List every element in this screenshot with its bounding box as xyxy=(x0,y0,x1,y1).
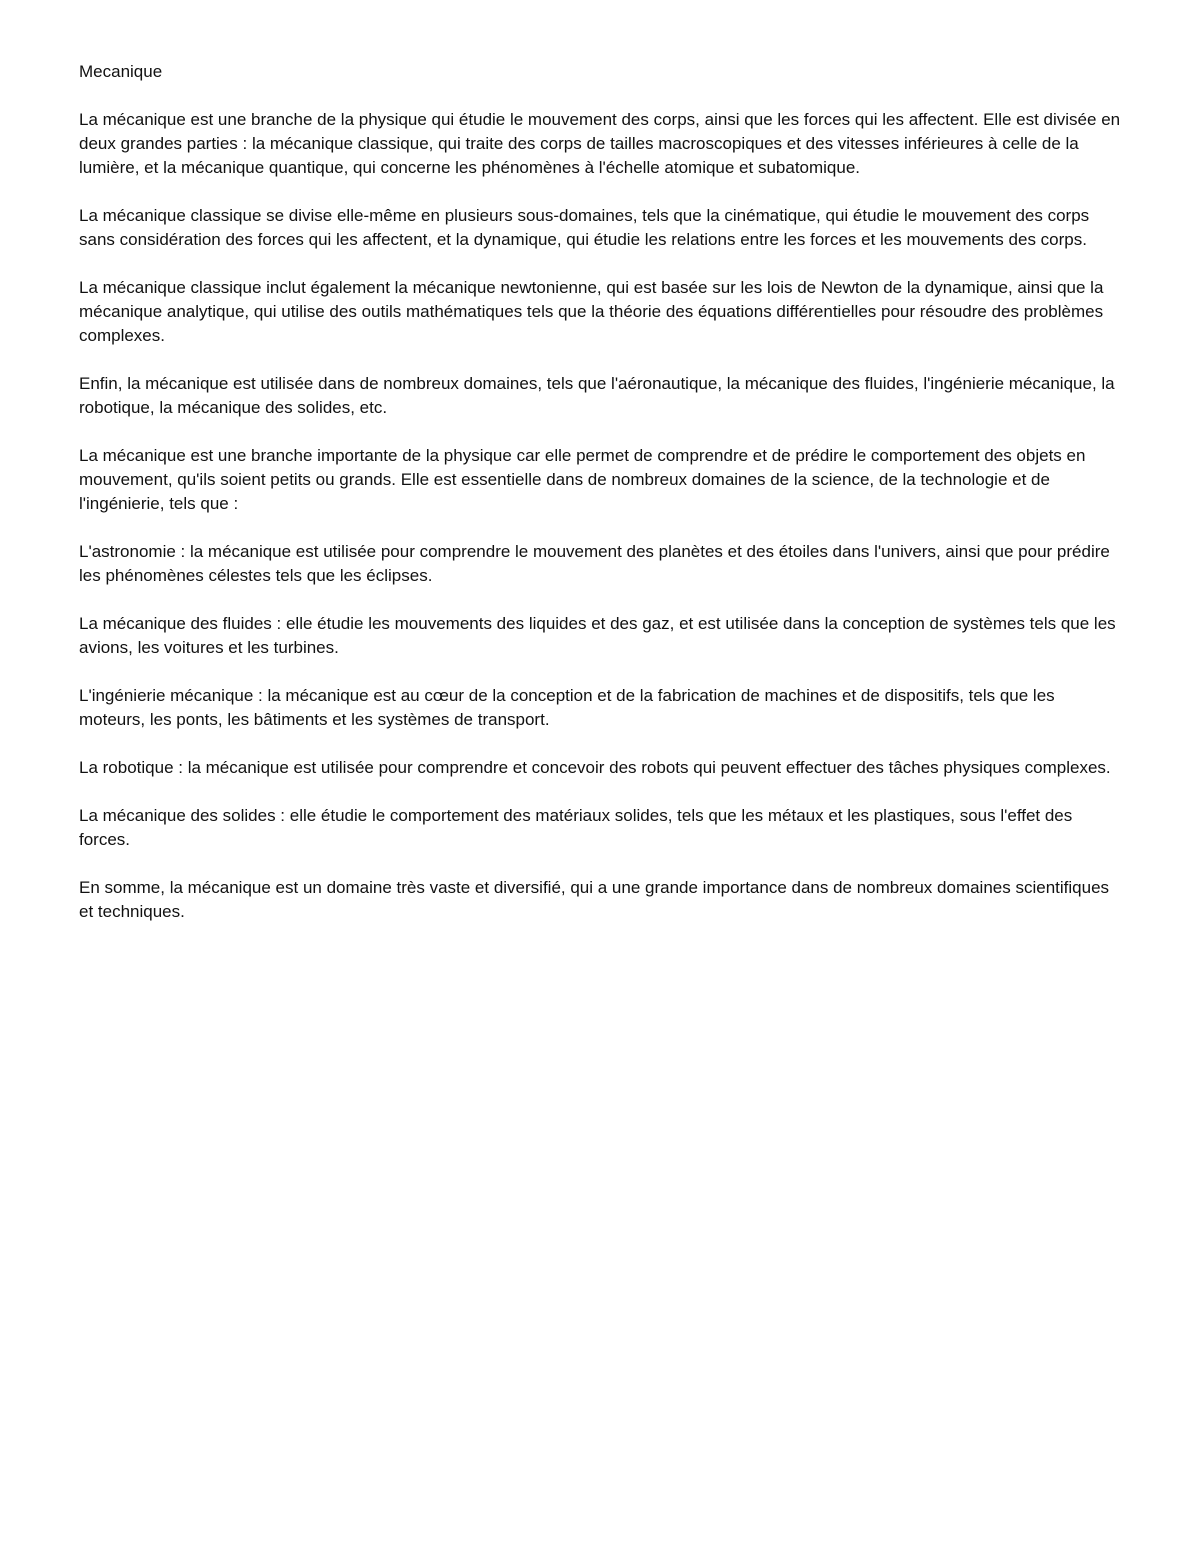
paragraph-newtonienne: La mécanique classique inclut également la mécanique newtonienne, qui est basée sur les lois de Newton de la dynamique, ainsi que la mécanique analytique, qui utilise des outils mathématiques tels que la théorie des équations différentielles pour résoudre des problèmes complexes. xyxy=(79,278,1104,345)
paragraph-intro: La mécanique est une branche de la physique qui étudie le mouvement des corps, ainsi que les forces qui les affectent. Elle est divisée en deux grandes parties : la mécanique classique, qui traite des corps de tailles macroscopiques et des vitesses inférieures à celle de la lumière, et la mécanique quantique, qui concerne les phénomènes à l'échelle atomique et subatomique. xyxy=(79,110,1121,177)
paragraph-fluides: La mécanique des fluides : elle étudie les mouvements des liquides et des gaz, et est utilisée dans la conception de systèmes tels que les avions, les voitures et les turbines. xyxy=(79,614,1116,657)
paragraph-solides: La mécanique des solides : elle étudie le comportement des matériaux solides, tels que les métaux et les plastiques, sous l'effet des forces. xyxy=(79,806,1073,849)
paragraph-classique-subdomains: La mécanique classique se divise elle-même en plusieurs sous-domaines, tels que la cinématique, qui étudie le mouvement des corps sans considération des forces qui les affectent, et la dynamique, qui étudie les relations entre les forces et les mouvements des corps. xyxy=(79,206,1090,249)
document-title: Mecanique xyxy=(79,62,163,81)
paragraph-astronomie: L'astronomie : la mécanique est utilisée pour comprendre le mouvement des planètes et des étoiles dans l'univers, ainsi que pour prédire les phénomènes célestes tels que les éclipses. xyxy=(79,542,1110,585)
paragraph-robotique: La robotique : la mécanique est utilisée pour comprendre et concevoir des robots qui peuvent effectuer des tâches physiques complexes. xyxy=(79,758,1111,777)
document-page xyxy=(79,60,1124,948)
paragraph-domains: Enfin, la mécanique est utilisée dans de nombreux domaines, tels que l'aéronautique, la mécanique des fluides, l'ingénierie mécanique, la robotique, la mécanique des solides, etc. xyxy=(79,374,1115,417)
paragraph-importance: La mécanique est une branche importante de la physique car elle permet de comprendre et de prédire le comportement des objets en mouvement, qu'ils soient petits ou grands. Elle est essentielle dans de nombreux domaines de la science, de la technologie et de l'ingénierie, tels que : xyxy=(79,446,1086,513)
paragraph-ingenierie: L'ingénierie mécanique : la mécanique est au cœur de la conception et de la fabrication de machines et de dispositifs, tels que les moteurs, les ponts, les bâtiments et les systèmes de transport. xyxy=(79,686,1055,729)
paragraph-conclusion: En somme, la mécanique est un domaine très vaste et diversifié, qui a une grande importance dans de nombreux domaines scientifiques et techniques. xyxy=(79,878,1110,921)
